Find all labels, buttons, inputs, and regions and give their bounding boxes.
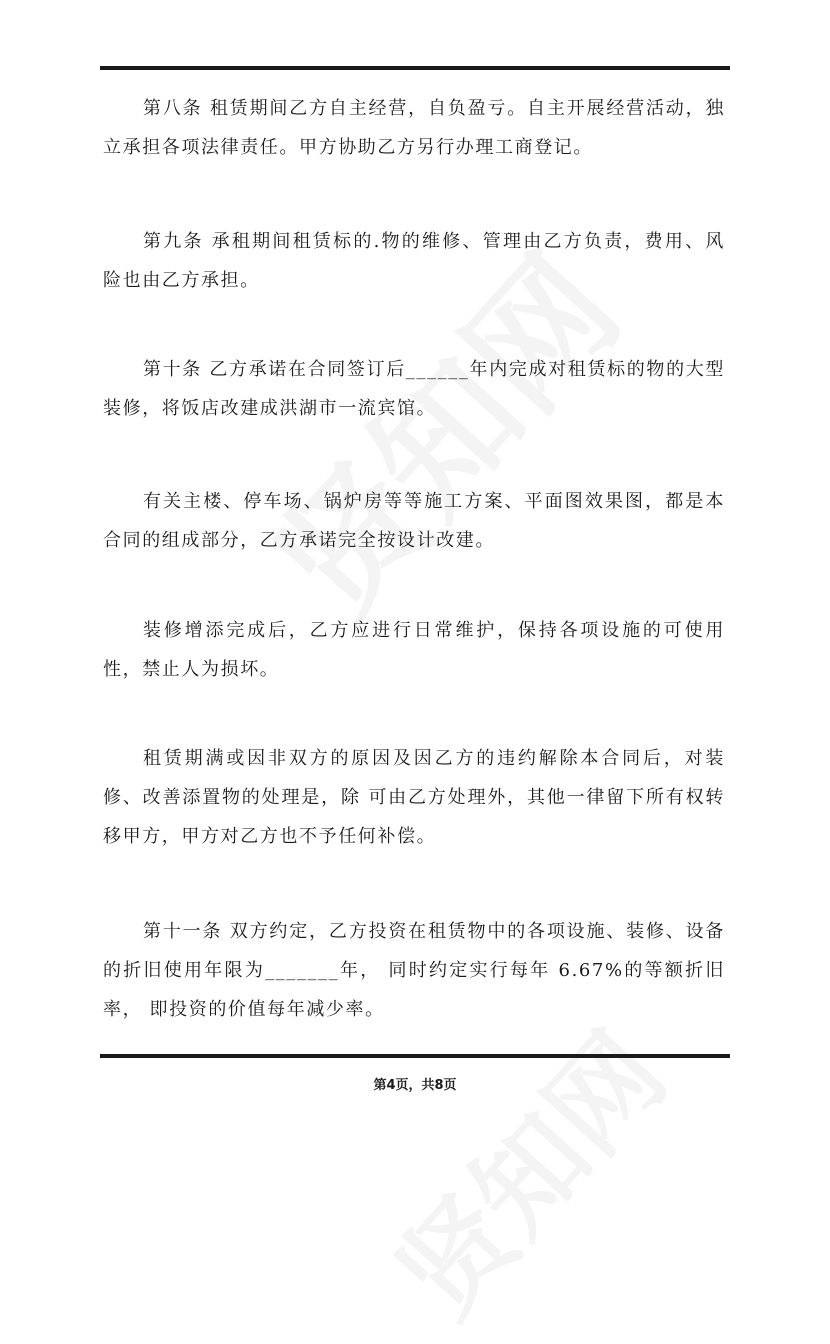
header-rule <box>100 66 730 70</box>
lease-expiry-paragraph: 租赁期满或因非双方的原因及因乙方的违约解除本合同后，对装修、改善添置物的处理是，除 可由乙方处理外，其他一律留下所有权转移甲方，甲方对乙方也不予任何补偿。 <box>103 748 725 847</box>
watermark <box>356 994 694 1344</box>
article-9-paragraph: 第九条 承租期间租赁标的.物的维修、管理由乙方负责，费用、风险也由乙方承担。 <box>103 231 725 291</box>
article-11-paragraph: 第十一条 双方约定，乙方投资在租赁物中的各项设施、装修、设备的折旧使用年限为_______年， 同时约定实行每年 6.67%的等额折旧率， 即投资的价值每年减少率。 <box>103 921 725 1020</box>
page-number: 第4页，共8页 <box>373 1078 457 1093</box>
maintenance-paragraph: 装修增添完成后，乙方应进行日常维护，保持各项设施的可使用性，禁止人为损坏。 <box>103 620 725 680</box>
article-8-paragraph: 第八条 租赁期间乙方自主经营，自负盈亏。自主开展经营活动，独立承担各项法律责任。甲方协助乙方另行办理工商登记。 <box>103 98 725 158</box>
footer-rule <box>100 1054 730 1058</box>
article-10-paragraph: 第十条 乙方承诺在合同签订后______年内完成对租赁标的物的大型装修，将饭店改建成洪湖市一流宾馆。 <box>103 359 725 419</box>
construction-plan-paragraph: 有关主楼、停车场、锅炉房等等施工方案、平面图效果图，都是本合同的组成部分，乙方承诺完全按设计改建。 <box>103 491 725 551</box>
